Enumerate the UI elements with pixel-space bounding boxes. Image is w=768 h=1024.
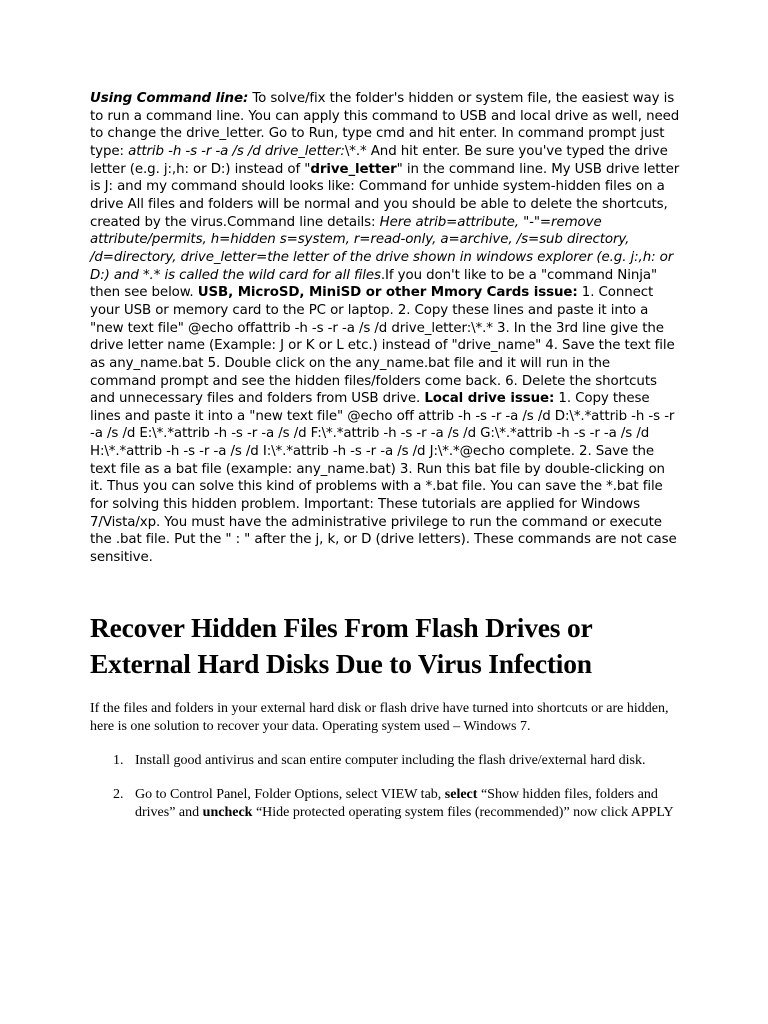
step-number: 2. — [113, 786, 124, 802]
recover-steps-list — [90, 752, 680, 822]
document-page — [90, 90, 680, 838]
local-drive-steps: 1. Copy these lines and paste it into a "new text file" @echo off attrib -h -s -r -a /s /d D:\*.*attrib -h -s -r -a /s /d E:\*.*attrib -h -s -r -a /s /d F:\*.*attrib -h -s -r -a /s /d G:\*.*attrib -h -s -r -a /s /d H:\*.*attrib -h -s -r -a /s /d I:\*.*attrib -h -s -r -a /s /d J:\*.*@echo complete. 2. Save the text file as a bat file (example: any_name.bat) 3. Run this bat file by double-clicking on it. Thus you can solve this kind of problems with a *.bat file. You can save the *.bat file for solving this hidden problem. Important: These tutorials are applied for Windows 7/Vista/xp. You must have the administrative privilege to run the command or execute the .bat file. Put the " : " after the j, k, or D (drive letters). These commands are not case sensitive. — [90, 391, 677, 566]
step-uncheck-bold: uncheck — [202, 804, 253, 820]
step-text-part: “Hide protected operating system files (recommended)” now click APPLY — [252, 804, 674, 820]
wildcard-text: \*.* — [344, 143, 367, 159]
step-text: Install good antivirus and scan entire computer including the flash drive/external hard disk. — [135, 752, 646, 768]
ninja-text: .If you don't like to be a "command Ninja" then see below. — [90, 267, 658, 301]
command-details-italic: Here atrib=attribute, "-"=remove attribute/permits, h=hidden s=system, r=read-only, a=archive, /s=sub directory, /d=directory, drive_letter=the letter of the drive shown in windows explorer (e.g. j:,h: or D:) and *.* is called the wild card for all files — [90, 214, 674, 283]
enter-instructions: And hit enter. Be sure you've typed the drive letter (e.g. j:,h: or D:) instead of " — [90, 143, 668, 177]
command-line-intro: To solve/fix the folder's hidden or system file, the easiest way is to run a command line. You can apply this command to USB and local drive as well, need to change the drive_letter. Go to Run, type cmd and hit enter. In command prompt just type: — [90, 91, 680, 159]
step-text-part: “Show hidden files, folders and drives” and — [135, 786, 658, 820]
step-number: 1. — [113, 752, 124, 768]
step-select-bold: select — [444, 786, 478, 802]
recover-heading: Recover Hidden Files From Flash Drives or External Hard Disks Due to Virus Infection — [90, 611, 593, 679]
drive-letter-bold: drive_letter — [310, 161, 397, 177]
recover-intro: If the files and folders in your external hard disk or flash drive have turned into shortcuts or are hidden, here is one solution to recover your data. Operating system used – Windows 7. — [90, 700, 669, 734]
command-line-title: Using Command line: — [90, 91, 249, 106]
usb-issue-heading: USB, MicroSD, MiniSD or other Mmory Cards issue: — [197, 285, 578, 301]
usb-issue-steps: 1. Connect your USB or memory card to the PC or laptop. 2. Copy these lines and paste it into a "new text file" @echo offattrib -h -s -r -a /s /d drive_letter:\*.* 3. In the 3rd line give the drive letter name (Example: J or K or L etc.) instead of "drive_name" 4. Save the text file as any_name.bat 5. Double click on the any_name.bat file and it will run in the command prompt and see the hidden files/folders come back. 6. Delete the shortcuts and unnecessary files and folders from USB drive. — [90, 285, 675, 407]
list-item — [90, 752, 680, 770]
list-item — [90, 786, 680, 822]
command-line-paragraph — [90, 90, 680, 567]
step-text-part: Go to Control Panel, Folder Options, select VIEW tab, — [135, 786, 445, 802]
local-drive-heading: Local drive issue: — [424, 391, 555, 407]
attrib-command: attrib -h -s -r -a /s /d drive_letter: — [128, 143, 345, 159]
usb-command-description: " in the command line. My USB drive letter is J: and my command should looks like: Command for unhide system-hidden files on a drive All files and folders will be normal and you should be able to delete the shortcuts, created by the virus.Command line details: — [90, 161, 680, 230]
